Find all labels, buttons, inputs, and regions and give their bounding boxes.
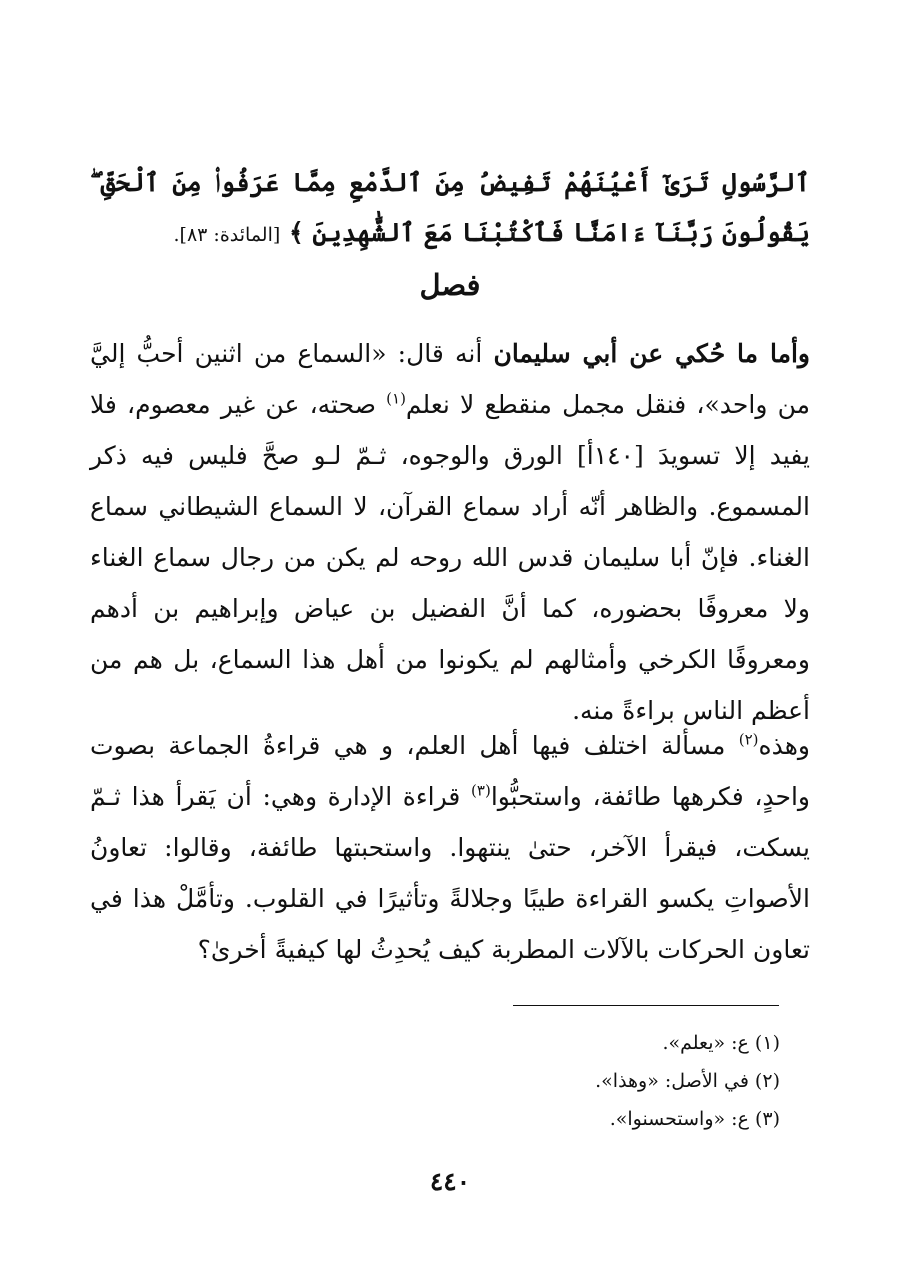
footnote-divider bbox=[513, 1005, 779, 1006]
paragraph-1-part-1: أنه قال: «السماع من اثنين أحبُّ إليَّ من واحد»، فنقل مجمل منقطع لا نعلم bbox=[90, 339, 810, 419]
footnote-2: (٢) في الأصل: «وهذا». bbox=[595, 1070, 780, 1092]
quran-verse bbox=[90, 158, 810, 260]
verse-text: ٱلرَّسُولِ تَرَىٰٓ أَعْيُنَهُمْ تَفِيضُ مِنَ ٱلدَّمْعِ مِمَّا عَرَفُوا۟ مِنَ ٱلْحَقِّ ۖ يَقُولُونَ رَبَّنَآ ءَامَنَّا فَٱكْتُبْنَا مَعَ ٱلشَّٰهِدِينَ ﴾ bbox=[90, 168, 810, 247]
footnote-marker-3: (٣) bbox=[471, 781, 491, 800]
footnotes-list bbox=[90, 1024, 780, 1138]
paragraph-1-lead: وأما ما حُكي عن أبي سليمان bbox=[493, 339, 810, 368]
footnote-marker-2: (٢) bbox=[738, 730, 759, 749]
section-heading: فصل bbox=[419, 268, 481, 302]
paragraph-2-part-3: قراءة الإدارة وهي: أن يَقرأ هذا ثـمّ يسكت، فيقرأ الآخر، حتىٰ ينتهوا. واستحبتها طائفة، وقالوا: تعاونُ الأصواتِ يكسو القراءة طيبًا وجلالةً وتأثيرًا في القلوب. وتأمَّلْ هذا في تعاون الحركات بالآلات المطربة كيف يُحدِثُ لها كيفيةً أخرىٰ؟ bbox=[90, 782, 810, 964]
paragraph-1-part-2: صحته، عن غير معصوم، فلا يفيد إلا تسويدَ [١٤٠أ] الورق والوجوه، ثـمّ لـو صحَّ فليس فيه ذكر المسموع. والظاهر أنّه أراد سماع القرآن، لا السماع الشيطاني سماع الغناء. فإنّ أبا سليمان قدس الله روحه لم يكن من رجال سماع الغناء ولا معروفًا بحضوره، كما أنَّ الفضيل بن عياض وإبراهيم بن أدهم ومعروفًا الكرخي وأمثالهم لم يكونوا من أهل هذا السماع، بل هم من أعظم الناس براءةً منه. bbox=[90, 390, 811, 725]
paragraph-2-part-2: مسألة اختلف فيها أهل العلم، و هي قراءةُ الجماعة بصوت واحدٍ، فكرهها طائفة، واستحبُّوا bbox=[90, 731, 811, 811]
footnote-marker-1: (١) bbox=[386, 389, 406, 408]
paragraph-2 bbox=[90, 720, 810, 975]
footnote-3: (٣) ع: «واستحسنوا». bbox=[609, 1108, 780, 1130]
paragraph-2-part-1: وهذه bbox=[758, 731, 810, 760]
verse-citation: [المائدة: ٨٣]. bbox=[173, 224, 281, 246]
footnote-1: (١) ع: «يعلم». bbox=[662, 1032, 780, 1054]
paragraph-1 bbox=[90, 328, 810, 736]
page-number: ٤٤٠ bbox=[429, 1167, 471, 1196]
